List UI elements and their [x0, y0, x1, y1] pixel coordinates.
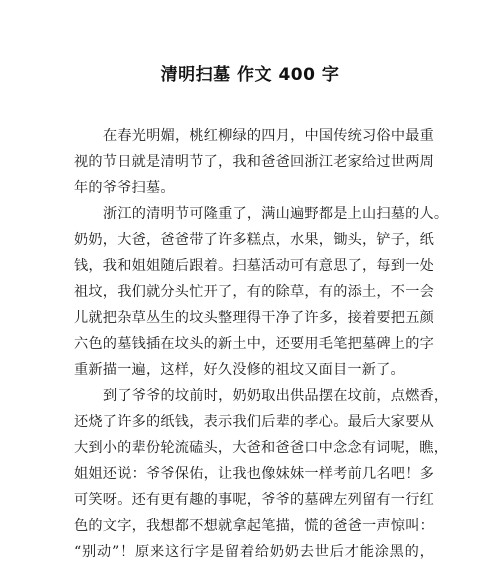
body-line: 浙江的清明节可隆重了，满山遍野都是上山扫墓的人。: [103, 206, 449, 222]
body-line: 祖坟，我们就分头忙开了，有的除草，有的添土，不一会: [74, 284, 434, 300]
body-line: 还烧了许多的纸钱，表示我们后辈的孝心。最后大家要从: [74, 414, 434, 430]
body-line: 到了爷爷的坟前时，奶奶取出供品摆在坟前，点燃香，: [103, 388, 449, 404]
body-line: 视的节日就是清明节了，我和爸爸回浙江老家给过世两周: [74, 154, 434, 170]
body-line: 在春光明媚，桃红柳绿的四月，中国传统习俗中最重: [103, 128, 434, 144]
document-body: [74, 123, 449, 565]
body-line: 六色的墓钱插在坟头的新土中，还要用毛笔把墓碑上的字: [74, 336, 434, 352]
body-line: 年的爷爷扫墓。: [74, 180, 175, 196]
body-line: “别动”！原来这行字是留着给奶奶去世后才能涂黑的，: [74, 544, 434, 560]
body-line: 奶奶，大爸，爸爸带了许多糕点，水果，锄头，铲子，纸: [74, 232, 434, 248]
body-line: 儿就把杂草丛生的坟头整理得干净了许多，接着要把五颜: [74, 310, 434, 326]
document-title: 清明扫墓 作文 400 字: [160, 65, 340, 85]
body-line: 姐姐还说：爷爷保佑，让我也像妹妹一样考前几名吧！多: [74, 466, 434, 482]
body-line: 可笑呀。还有更有趣的事呢，爷爷的墓碑左列留有一行红: [74, 492, 434, 508]
body-line: 色的文字，我想都不想就拿起笔描，慌的爸爸一声惊叫：: [74, 518, 434, 534]
body-line: 重新描一遍，这样，好久没修的祖坟又面目一新了。: [74, 362, 405, 378]
body-line: 大到小的辈份轮流磕头，大爸和爸爸口中念念有词呢，瞧，: [74, 440, 449, 456]
body-line: 钱，我和姐姐随后跟着。扫墓活动可有意思了，每到一处: [74, 258, 434, 274]
